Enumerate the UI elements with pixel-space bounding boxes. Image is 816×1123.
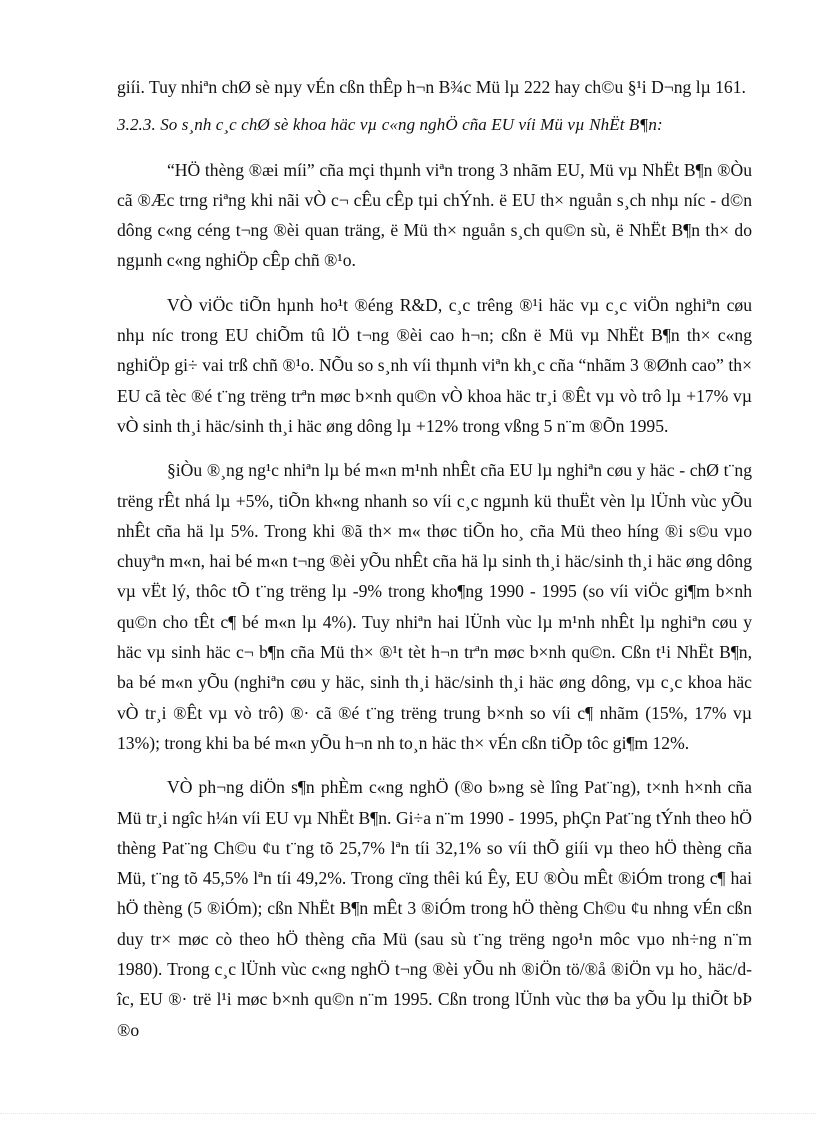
section-heading: 3.2.3. So s¸nh c¸c chØ sè khoa häc vµ c«ng nghÖ cña EU víi Mü vµ NhËt B¶n: — [117, 115, 663, 135]
body-paragraph: VÒ viÖc tiÕn hµnh ho¹t ®éng R&D, c¸c trêng ®¹i häc vµ c¸c viÖn nghiªn cøu nhµ níc trong EU chiÕm tû lÖ t¬ng ®èi cao h¬n; cßn ë Mü vµ NhËt B¶n th× c«ng nghiÖp gi÷ vai trß chñ ®¹o. NÕu so s¸nh víi thµnh viªn kh¸c cña “nhãm 3 ®Ønh cao” th× EU cã tèc ®é t¨ng trëng trªn møc b×nh qu©n vÒ khoa häc tr¸i ®Êt vµ vò trô lµ +17% vµ vÒ sinh th¸i häc/sinh th¸i häc øng dông lµ +12% trong vßng 5 n¨m ®Õn 1995. — [117, 294, 752, 436]
body-paragraph: §iÒu ®¸ng ng¹c nhiªn lµ bé m«n m¹nh nhÊt cña EU lµ nghiªn cøu y häc - chØ t¨ng trëng rÊt nhá lµ +5%, tiÕn kh«ng nhanh so víi c¸c ngµnh kü thuËt vèn lµ lÜnh vùc yÕu nhÊt cña hä lµ 5%. Trong khi ®ã th× m« thøc tiÕn ho¸ cña Mü theo híng ®i s©u vµo chuyªn m«n, hai bé m«n t¬ng ®èi yÕu nhÊt cña hä lµ sinh th¸i häc/sinh th¸i häc øng dông vµ vËt lý, thôc tÕ t¨ng trëng lµ -9% trong kho¶ng 1990 - 1995 (so víi viÖc gi¶m b×nh qu©n cho tÊt c¶ bé m«n lµ 4%). Tuy nhiªn hai lÜnh vùc lµ m¹nh nhÊt lµ nghiªn cøu y häc vµ sinh häc c¬ b¶n cña Mü th× ®¹t tèt h¬n trªn møc b×nh qu©n. Cßn t¹i NhËt B¶n, ba bé m«n yÕu (nghiªn cøu y häc, sinh th¸i häc/sinh th¸i häc øng dông, vµ c¸c khoa häc vÒ tr¸i ®Êt vµ vò trô) ®· cã ®é t¨ng trëng trung b×nh so víi c¶ nhãm (15%, 17% vµ 13%); trong khi ba bé m«n yÕu h¬n nh to¸n häc th× vÉn cßn tiÕp tôc gi¶m 12%. — [117, 460, 752, 753]
body-paragraph: VÒ ph¬ng diÖn s¶n phÈm c«ng nghÖ (®o b»ng sè lîng Pat¨ng), t×nh h×nh cña Mü tr¸i ngîc h¼n víi EU vµ NhËt B¶n. Gi÷a n¨m 1990 - 1995, phÇn Pat¨ng tÝnh theo hÖ thèng Pat¨ng Ch©u ¢u t¨ng tõ 25,7% lªn tíi 32,1% so víi thÕ giíi vµ theo hÖ thèng cña Mü, t¨ng tõ 45,5% lªn tíi 49,2%. Trong cïng thêi kú Êy, EU ®Òu mÊt ®iÓm trong c¶ hai hÖ thèng (5 ®iÓm); cßn NhËt B¶n mÊt 3 ®iÓm trong hÖ thèng Ch©u ¢u nhng vÉn cßn duy tr× møc cò theo hÖ thèng cña Mü (sau sù t¨ng trëng ngo¹n môc vµo nh÷ng n¨m 1980). Trong c¸c lÜnh vùc c«ng nghÖ t¬ng ®èi yÕu nh ®iÖn tö/®å ®iÖn vµ ho¸ häc/dîc, EU ®· trë l¹i møc b×nh qu©n n¨m 1995. Cßn trong lÜnh vùc thø ba yÕu lµ thiÕt bÞ ®o — [117, 777, 752, 1040]
opening-paragraph: giíi. Tuy nhiªn chØ sè nµy vÉn cßn thÊp h¬n B¾c Mü lµ 222 hay ch©u §¹i D¬ng lµ 161. — [117, 77, 746, 97]
page-footer-divider — [0, 1113, 816, 1114]
body-paragraph: “HÖ thèng ®æi míi” cña mçi thµnh viªn trong 3 nhãm EU, Mü vµ NhËt B¶n ®Òu cã ®Æc trng riªng khi nãi vÒ c¬ cÊu cÊp tµi chÝnh. ë EU th× nguån s¸ch nhµ níc - d©n dông c«ng céng t¬ng ®èi quan träng, ë Mü th× nguån s¸ch qu©n sù, ë NhËt B¶n th× do ngµnh c«ng nghiÖp cÊp chñ ®¹o. — [117, 159, 752, 271]
